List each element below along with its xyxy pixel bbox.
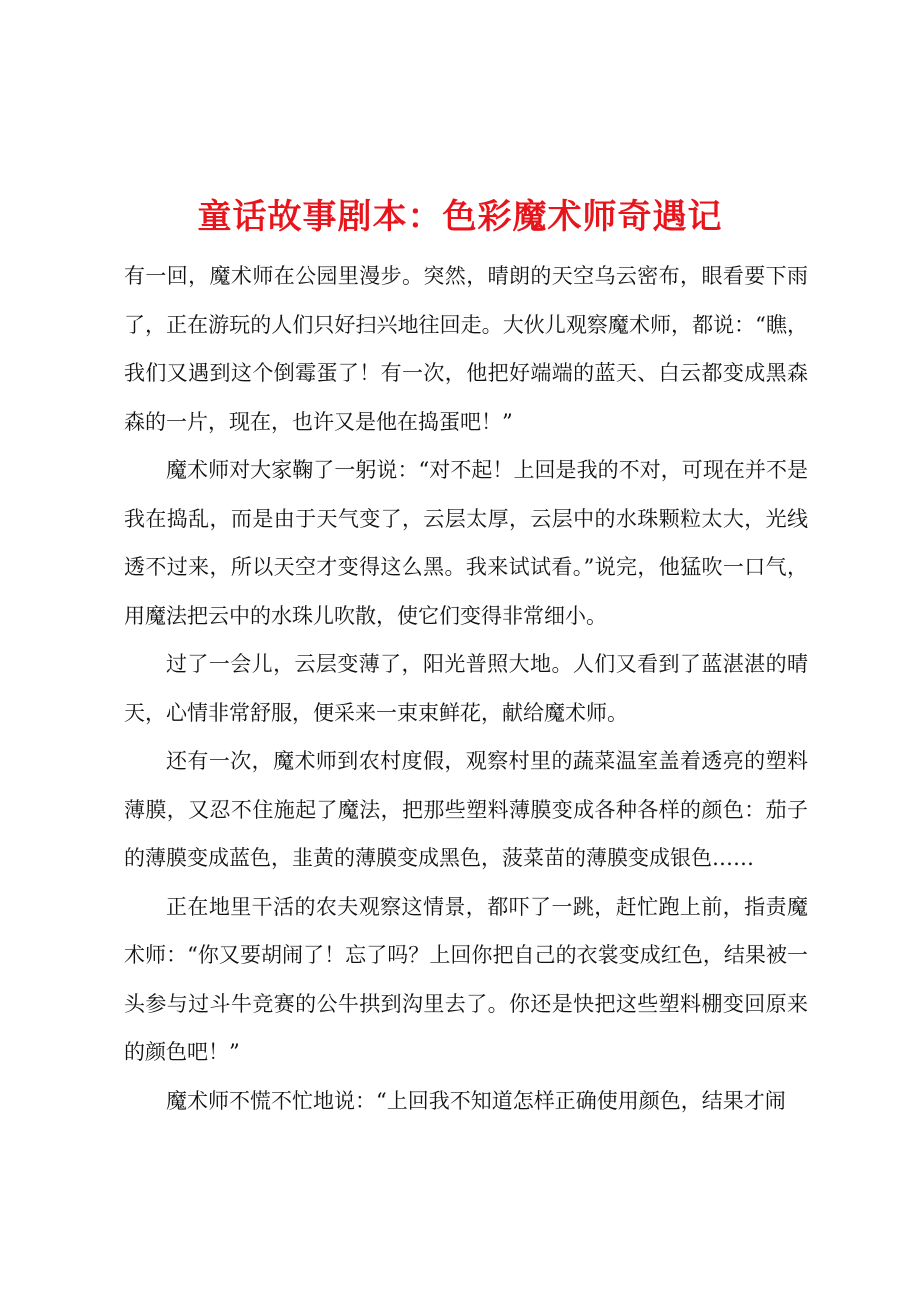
paragraph-1: 有一回，魔术师在公园里漫步。突然，晴朗的天空乌云密布，眼看要下雨了，正在游玩的人们只好扫兴地往回走。大伙儿观察魔术师，都说：“瞧，我们又遇到这个倒霉蛋了！有一次，他把好端端的蓝天、白云都变成黑森森的一片，现在，也许又是他在捣蛋吧！”: [124, 264, 808, 434]
paragraph-6: 魔术师不慌不忙地说：“上回我不知道怎样正确使用颜色，结果才闹: [166, 1088, 786, 1113]
paragraph-3: 过了一会儿，云层变薄了，阳光普照大地。人们又看到了蓝湛湛的晴天，心情非常舒服，便采来一束束鲜花，献给魔术师。: [124, 652, 808, 725]
document-title: 童话故事剧本：色彩魔术师奇遇记: [197, 197, 723, 237]
document-body: [124, 252, 808, 1125]
paragraph-2: 魔术师对大家鞠了一躬说：“对不起！上回是我的不对，可现在并不是我在捣乱，而是由于天气变了，云层太厚，云层中的水珠颗粒太大，光线透不过来，所以天空才变得这么黑。我来试试看。”说完，他猛吹一口气，用魔法把云中的水珠儿吹散，使它们变得非常细小。: [124, 458, 808, 628]
paragraph-4: 还有一次，魔术师到农村度假，观察村里的蔬菜温室盖着透亮的塑料薄膜，又忍不住施起了魔法，把那些塑料薄膜变成各种各样的颜色：茄子的薄膜变成蓝色，韭黄的薄膜变成黑色，菠菜苗的薄膜变成银色……: [124, 749, 808, 870]
paragraph-5: 正在地里干活的农夫观察这情景，都吓了一跳，赶忙跑上前，指责魔术师：“你又要胡闹了！忘了吗？上回你把自己的衣裳变成红色，结果被一头参与过斗牛竞赛的公牛拱到沟里去了。你还是快把这些塑料棚变回原来的颜色吧！”: [124, 894, 808, 1064]
